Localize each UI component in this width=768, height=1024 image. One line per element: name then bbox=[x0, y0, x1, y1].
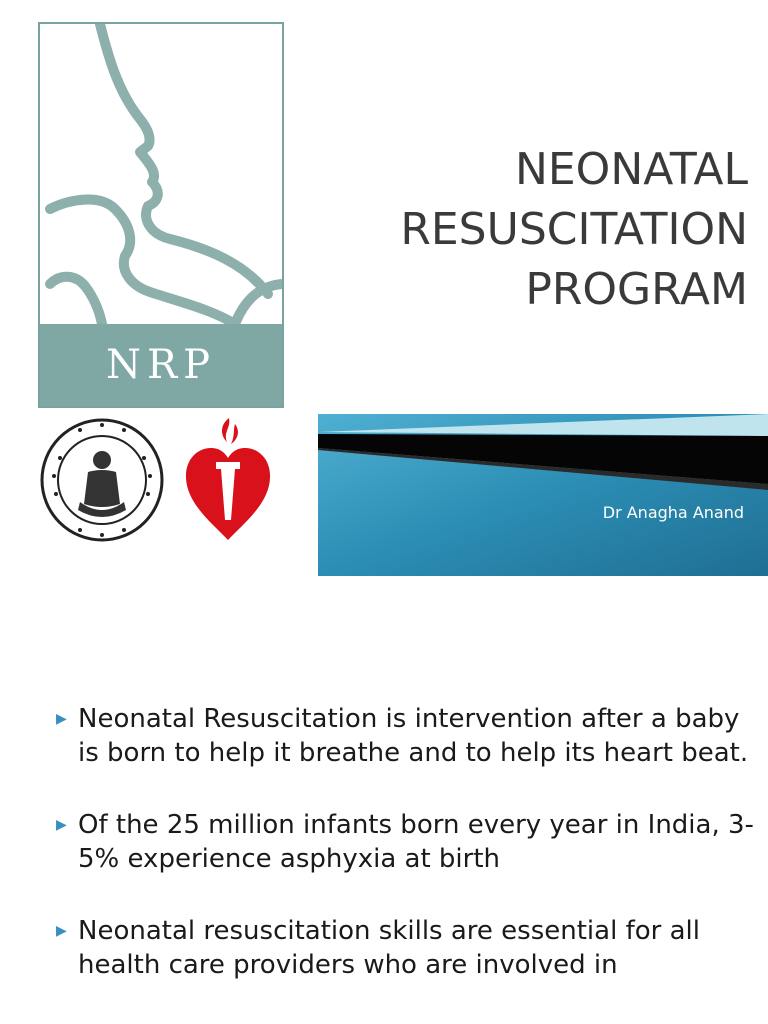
author-name: Dr Anagha Anand bbox=[602, 503, 744, 522]
bullet-text: Of the 25 million infants born every year in India, 3-5% experience asphyxia at birth bbox=[78, 810, 754, 874]
mother-baby-silhouette-icon bbox=[40, 24, 282, 324]
title-banner bbox=[318, 414, 768, 576]
list-item bbox=[56, 914, 756, 982]
title-line-2: RESUSCITATION bbox=[400, 204, 748, 255]
title-line-1: NEONATAL bbox=[514, 144, 748, 195]
list-item bbox=[56, 702, 756, 770]
triangle-bullet-icon: ▶ bbox=[56, 817, 67, 833]
list-item bbox=[56, 808, 756, 876]
nrp-logo bbox=[38, 22, 284, 408]
heart-torch-icon bbox=[183, 416, 273, 542]
triangle-bullet-icon: ▶ bbox=[56, 711, 67, 727]
title-line-3: PROGRAM bbox=[525, 264, 748, 315]
triangle-bullet-icon: ▶ bbox=[56, 923, 67, 939]
bullet-list bbox=[56, 702, 756, 1020]
aap-seal-icon bbox=[40, 418, 164, 542]
page-title bbox=[330, 140, 748, 320]
logo-text: NRP bbox=[105, 342, 217, 388]
bullet-text: Neonatal resuscitation skills are essential for all health care providers who are involved in bbox=[78, 916, 700, 980]
bullet-text: Neonatal Resuscitation is intervention after a baby is born to help it breathe and to help its heart beat. bbox=[78, 704, 749, 768]
logo-band bbox=[40, 324, 282, 406]
